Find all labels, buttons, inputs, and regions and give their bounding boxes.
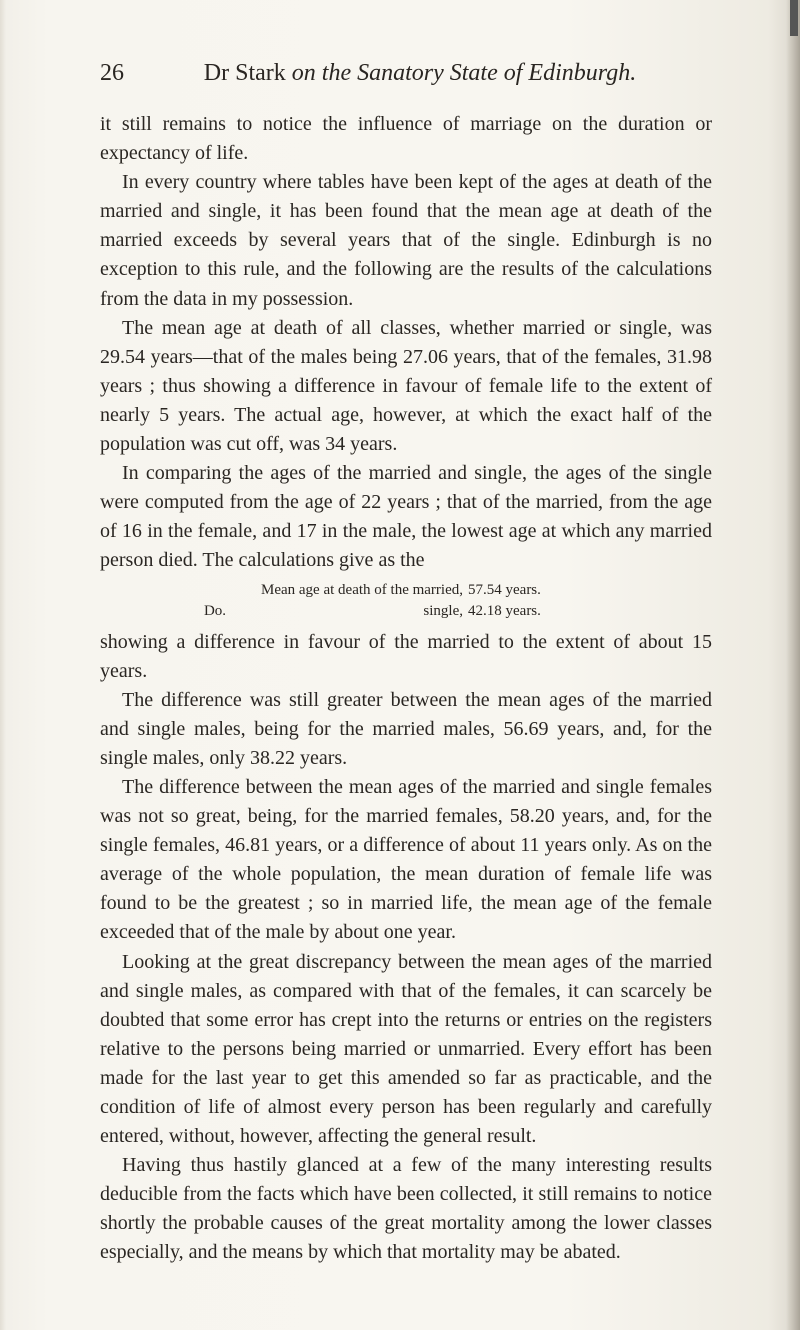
table-label-married: Mean age at death of the married, [261,581,463,598]
table-kind-single: single, [423,602,463,619]
table-value-married: 57.54 years. [468,581,541,598]
running-head-title: on the Sanatory State of Edinburgh. [291,60,637,86]
paragraph-7: The difference between the mean ages of the married and single females was not so great, being, for the married females, 58.20 years, and, for the single females, 46.81 years, or a difference of about 11 years only. As on the average of the whole population, the mean duration of female life was found to be the greatest ; so in married life, the mean age of the female exceeded that of the male by about one year. [100,775,712,944]
paragraph-8: Looking at the great discrepancy between the mean ages of the married and single males, as compared with that of the females, it can scarcely be doubted that some error has crept into the returns or entries on the registers relative to the persons being married or unmarried. Every effort has been made for the last year to get this amended so far as practicable, and the condition of life of almost every person has been regularly and carefully entered, without, however, affecting the general result. [100,950,712,1148]
page-left-edge [0,0,6,1330]
paragraph-3: The mean age at death of all classes, whether married or single, was 29.54 years—that of the males being 27.06 years, that of the females, 31.98 years ; thus showing a difference in favour of female life to the extent of nearly 5 years. The actual age, however, at which the exact half of the population was cut off, was 34 years. [100,316,712,456]
table-row-single [100,601,712,622]
page-number: 26 [100,60,124,86]
body-text [100,110,712,1268]
mean-age-table [100,580,712,622]
page-header [100,60,740,94]
page-right-edge-shadow [786,0,800,1330]
paragraph-2: In every country where tables have been kept of the ages at death of the married and single, it has been found that the mean age at death of the married exceeds by several years that of the single. Edinburgh is no exception to this rule, and the following are the results of the calculations from the data in my possession. [100,171,712,310]
paragraph-9: Having thus hastily glanced at a few of the many interesting results deducible from the facts which have been collected, it still remains to notice shortly the probable causes of the great mortality among the lower classes especially, and the means by which that mortality may be abated. [100,1154,712,1264]
paragraph-1: it still remains to notice the influence of marriage on the duration or expectancy of life. [100,113,712,165]
paragraph-5: showing a difference in favour of the married to the extent of about 15 years. [100,630,712,682]
running-head [100,60,740,87]
table-label-ditto: Do. [203,602,227,619]
table-row-married [100,580,712,601]
paragraph-4: In comparing the ages of the married and single, the ages of the single were computed from the age of 22 years ; that of the married, from the age of 16 in the female, and 17 in the male, the lowest age at which any married person died. The calculations give as the [100,462,712,572]
running-head-author: Dr Stark [203,60,286,86]
table-value-single: 42.18 years. [468,602,541,619]
paragraph-6: The difference was still greater between the mean ages of the married and single males, being for the married males, 56.69 years, and, for the single males, only 38.22 years. [100,688,712,769]
page-edge-mark [790,0,798,36]
